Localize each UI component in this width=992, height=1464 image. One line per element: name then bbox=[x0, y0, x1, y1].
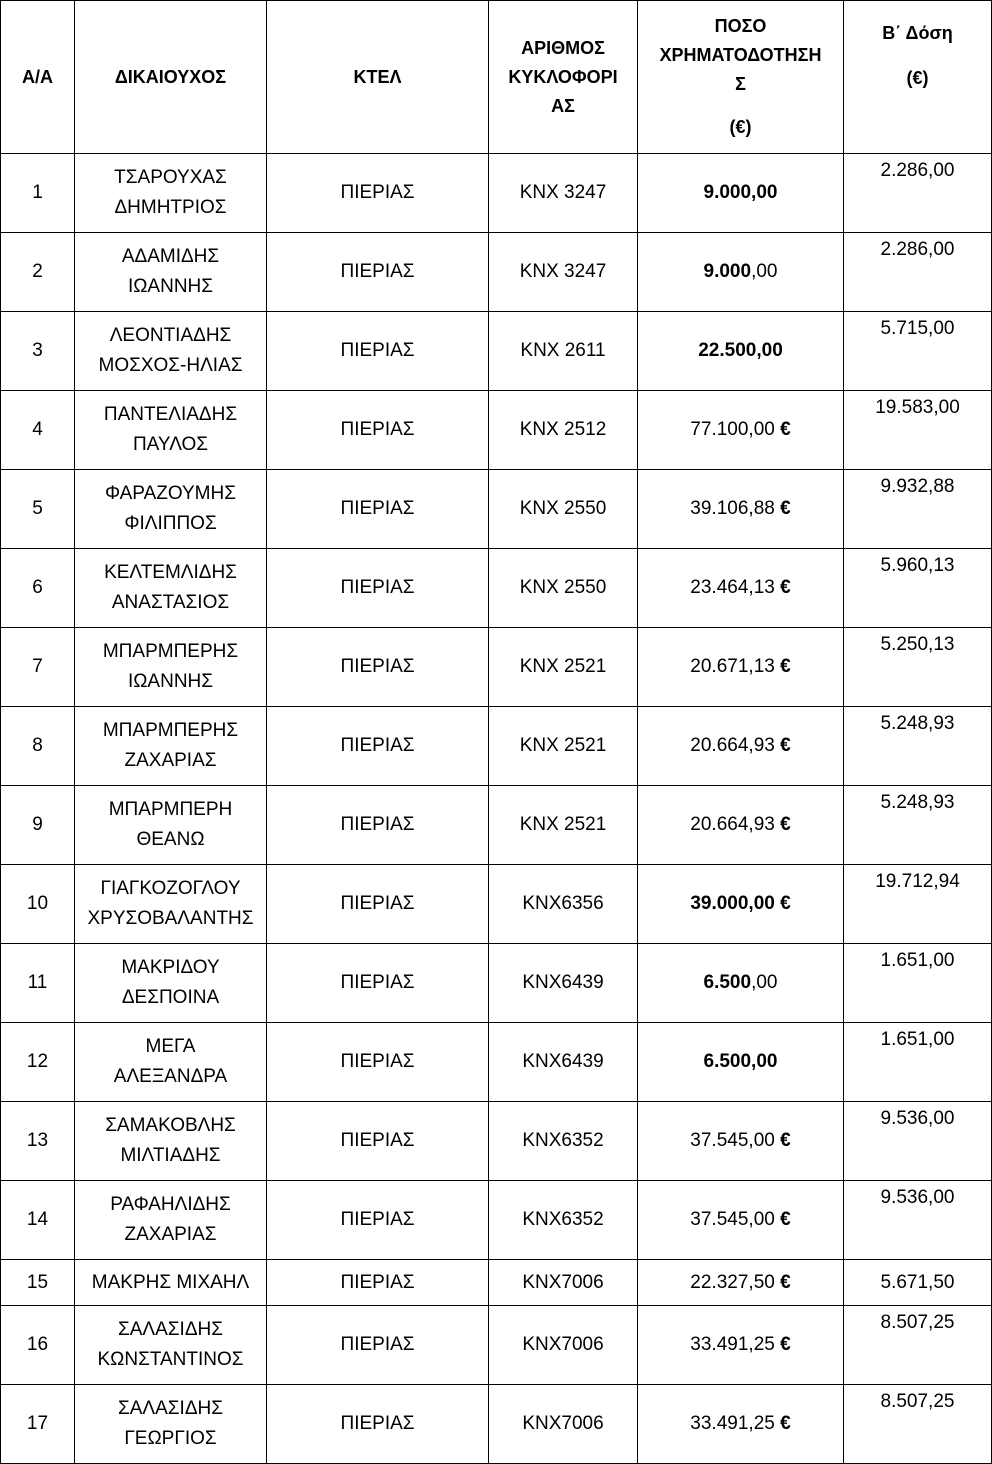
table-row bbox=[1, 1023, 992, 1102]
cell-amount bbox=[638, 233, 844, 312]
header-plate bbox=[489, 1, 638, 154]
beneficiary-name-line: ΣΑΛΑΣΙΔΗΣ bbox=[118, 1319, 223, 1340]
cell-ktel: ΠΙΕΡΙΑΣ bbox=[267, 233, 489, 312]
table-row bbox=[1, 1102, 992, 1181]
cell-beneficiary bbox=[75, 628, 267, 707]
beneficiary-name-line: ΡΑΦΑΗΛΙΔΗΣ bbox=[110, 1194, 231, 1215]
cell-plate: ΚΝΧ 2611 bbox=[489, 312, 638, 391]
cell-b-dose: 5.248,93 bbox=[844, 786, 992, 865]
beneficiary-name-line: ΠΑΝΤΕΛΙΑΔΗΣ bbox=[103, 404, 238, 425]
beneficiary-name-line: ΔΕΣΠΟΙΝΑ bbox=[121, 987, 220, 1008]
beneficiary-name-line: ΧΡΥΣΟΒΑΛΑΝΤΗΣ bbox=[87, 908, 254, 929]
cell-plate: ΚΝΧ7006 bbox=[489, 1260, 638, 1306]
cell-b-dose: 19.712,94 bbox=[844, 865, 992, 944]
header-b-dose-line: (€) bbox=[906, 68, 929, 88]
beneficiary-name-line: ΔΗΜΗΤΡΙΟΣ bbox=[114, 197, 227, 218]
cell-aa: 13 bbox=[1, 1102, 75, 1181]
cell-beneficiary bbox=[75, 470, 267, 549]
table-row bbox=[1, 154, 992, 233]
beneficiary-name-line: ΚΕΛΤΕΜΛΙΔΗΣ bbox=[104, 562, 237, 583]
cell-beneficiary bbox=[75, 1306, 267, 1385]
euro-sign: € bbox=[780, 577, 791, 598]
beneficiary-name-line: ΣΑΛΑΣΙΔΗΣ bbox=[118, 1398, 223, 1419]
cell-aa: 16 bbox=[1, 1306, 75, 1385]
cell-beneficiary bbox=[75, 154, 267, 233]
euro-sign: € bbox=[780, 1130, 791, 1151]
cell-beneficiary bbox=[75, 312, 267, 391]
cell-amount bbox=[638, 470, 844, 549]
header-amount-line: Σ bbox=[735, 74, 746, 94]
cell-plate: ΚΝΧ7006 bbox=[489, 1306, 638, 1385]
table-row bbox=[1, 707, 992, 786]
cell-ktel: ΠΙΕΡΙΑΣ bbox=[267, 1385, 489, 1464]
cell-b-dose: 2.286,00 bbox=[844, 154, 992, 233]
amount-regular-part: 37.545,00 bbox=[690, 1209, 781, 1230]
cell-aa: 12 bbox=[1, 1023, 75, 1102]
cell-b-dose: 8.507,25 bbox=[844, 1385, 992, 1464]
amount-regular-part: ,00 bbox=[751, 972, 778, 993]
euro-sign: € bbox=[780, 498, 791, 519]
cell-beneficiary bbox=[75, 1181, 267, 1260]
header-amount bbox=[638, 1, 844, 154]
beneficiary-name-line: ΜΟΣΧΟΣ-ΗΛΙΑΣ bbox=[98, 355, 243, 376]
beneficiary-name-line: ΓΕΩΡΓΙΟΣ bbox=[124, 1428, 217, 1449]
header-row bbox=[1, 1, 992, 154]
cell-aa: 15 bbox=[1, 1260, 75, 1306]
cell-beneficiary bbox=[75, 1385, 267, 1464]
header-b-dose-line bbox=[846, 48, 989, 64]
header-amount-line: (€) bbox=[729, 117, 752, 137]
header-aa: Α/Α bbox=[1, 1, 75, 154]
table-row bbox=[1, 628, 992, 707]
cell-b-dose: 19.583,00 bbox=[844, 391, 992, 470]
cell-plate: ΚΝΧ 2550 bbox=[489, 549, 638, 628]
beneficiary-name-line: ΦΑΡΑΖΟΥΜΗΣ bbox=[105, 483, 236, 504]
header-plate-line: ΑΣ bbox=[551, 95, 575, 116]
cell-aa: 14 bbox=[1, 1181, 75, 1260]
amount-bold-part: 6.500 bbox=[703, 972, 752, 993]
beneficiary-name-line: ΜΠΑΡΜΠΕΡΗΣ bbox=[102, 641, 239, 662]
cell-b-dose: 9.932,88 bbox=[844, 470, 992, 549]
cell-ktel: ΠΙΕΡΙΑΣ bbox=[267, 1306, 489, 1385]
table-body bbox=[1, 154, 992, 1464]
euro-sign: € bbox=[780, 656, 791, 677]
header-beneficiary: ΔΙΚΑΙΟΥΧΟΣ bbox=[75, 1, 267, 154]
cell-aa: 8 bbox=[1, 707, 75, 786]
table-row bbox=[1, 944, 992, 1023]
cell-ktel: ΠΙΕΡΙΑΣ bbox=[267, 1181, 489, 1260]
cell-plate: ΚΝΧ6356 bbox=[489, 865, 638, 944]
cell-b-dose: 5.715,00 bbox=[844, 312, 992, 391]
amount-regular-part: ,00 bbox=[751, 261, 778, 282]
header-b-dose bbox=[844, 1, 992, 154]
beneficiary-name-line: ΛΕΟΝΤΙΑΔΗΣ bbox=[109, 325, 232, 346]
table-row bbox=[1, 549, 992, 628]
header-plate-line: ΑΡΙΘΜΟΣ bbox=[521, 37, 605, 58]
euro-sign: € bbox=[780, 1271, 791, 1293]
beneficiary-name-line: ΓΙΑΓΚΟΖΟΓΛΟΥ bbox=[100, 878, 241, 899]
cell-beneficiary bbox=[75, 549, 267, 628]
cell-plate: ΚΝΧ 2550 bbox=[489, 470, 638, 549]
beneficiary-name-line: ΖΑΧΑΡΙΑΣ bbox=[124, 750, 217, 771]
amount-regular-part: 20.671,13 bbox=[690, 656, 781, 677]
table-row bbox=[1, 233, 992, 312]
beneficiary-name-line: ΜΠΑΡΜΠΕΡΗ bbox=[108, 799, 233, 820]
table-row bbox=[1, 1181, 992, 1260]
cell-beneficiary bbox=[75, 786, 267, 865]
euro-sign: € bbox=[780, 814, 791, 835]
cell-aa: 7 bbox=[1, 628, 75, 707]
amount-regular-part: 33.491,25 bbox=[690, 1413, 781, 1434]
cell-ktel: ΠΙΕΡΙΑΣ bbox=[267, 154, 489, 233]
cell-plate: ΚΝΧ 3247 bbox=[489, 154, 638, 233]
cell-ktel: ΠΙΕΡΙΑΣ bbox=[267, 786, 489, 865]
cell-ktel: ΠΙΕΡΙΑΣ bbox=[267, 707, 489, 786]
table-row bbox=[1, 312, 992, 391]
amount-regular-part: 33.491,25 bbox=[690, 1334, 781, 1355]
cell-ktel: ΠΙΕΡΙΑΣ bbox=[267, 470, 489, 549]
cell-amount bbox=[638, 154, 844, 233]
beneficiary-name-line: ΜΠΑΡΜΠΕΡΗΣ bbox=[102, 720, 239, 741]
euro-sign: € bbox=[780, 735, 791, 756]
table-row bbox=[1, 391, 992, 470]
cell-b-dose: 9.536,00 bbox=[844, 1181, 992, 1260]
cell-aa: 4 bbox=[1, 391, 75, 470]
cell-ktel: ΠΙΕΡΙΑΣ bbox=[267, 628, 489, 707]
cell-b-dose: 5.248,93 bbox=[844, 707, 992, 786]
header-amount-line: ΠΟΣΟ bbox=[714, 16, 767, 36]
cell-ktel: ΠΙΕΡΙΑΣ bbox=[267, 944, 489, 1023]
amount-bold-part: 9.000,00 bbox=[703, 182, 778, 203]
table-row bbox=[1, 1306, 992, 1385]
beneficiary-name-line: ΑΝΑΣΤΑΣΙΟΣ bbox=[111, 592, 230, 613]
header-amount-line: ΧΡΗΜΑΤΟΔΟΤΗΣΗ bbox=[659, 45, 822, 65]
cell-ktel: ΠΙΕΡΙΑΣ bbox=[267, 865, 489, 944]
cell-b-dose: 2.286,00 bbox=[844, 233, 992, 312]
cell-aa: 2 bbox=[1, 233, 75, 312]
euro-sign: € bbox=[780, 1413, 791, 1434]
cell-amount bbox=[638, 549, 844, 628]
cell-b-dose: 5.250,13 bbox=[844, 628, 992, 707]
cell-amount bbox=[638, 1102, 844, 1181]
cell-plate: ΚΝΧ6439 bbox=[489, 1023, 638, 1102]
header-ktel: ΚΤΕΛ bbox=[267, 1, 489, 154]
amount-regular-part: 22.327,50 bbox=[690, 1271, 781, 1293]
table-row bbox=[1, 786, 992, 865]
cell-b-dose: 8.507,25 bbox=[844, 1306, 992, 1385]
beneficiary-name-line: ΤΣΑΡΟΥΧΑΣ bbox=[114, 167, 227, 188]
beneficiary-name-line: ΑΛΕΞΑΝΔΡΑ bbox=[113, 1066, 228, 1087]
cell-beneficiary bbox=[75, 233, 267, 312]
cell-ktel: ΠΙΕΡΙΑΣ bbox=[267, 1102, 489, 1181]
euro-sign: € bbox=[780, 1334, 791, 1355]
beneficiary-name-line: ΙΩΑΝΝΗΣ bbox=[127, 671, 214, 692]
cell-beneficiary bbox=[75, 1102, 267, 1181]
table-row bbox=[1, 1260, 992, 1306]
cell-plate: ΚΝΧ 2512 bbox=[489, 391, 638, 470]
cell-b-dose: 1.651,00 bbox=[844, 1023, 992, 1102]
euro-sign: € bbox=[780, 1209, 791, 1230]
cell-amount bbox=[638, 391, 844, 470]
cell-amount bbox=[638, 1260, 844, 1306]
cell-amount bbox=[638, 707, 844, 786]
amount-bold-part: 39.000,00 € bbox=[690, 893, 791, 914]
cell-aa: 10 bbox=[1, 865, 75, 944]
amount-regular-part: 37.545,00 bbox=[690, 1130, 781, 1151]
header-b-dose-line: Β΄ Δόση bbox=[882, 23, 953, 43]
cell-amount bbox=[638, 1181, 844, 1260]
cell-b-dose: 5.671,50 bbox=[844, 1260, 992, 1306]
amount-bold-part: 9.000 bbox=[703, 261, 752, 282]
cell-aa: 9 bbox=[1, 786, 75, 865]
cell-plate: ΚΝΧ6439 bbox=[489, 944, 638, 1023]
cell-plate: ΚΝΧ 3247 bbox=[489, 233, 638, 312]
cell-plate: ΚΝΧ 2521 bbox=[489, 707, 638, 786]
amount-regular-part: 39.106,88 bbox=[690, 498, 781, 519]
header-amount-line bbox=[640, 99, 841, 113]
cell-plate: ΚΝΧ6352 bbox=[489, 1102, 638, 1181]
cell-beneficiary bbox=[75, 944, 267, 1023]
amount-bold-part: 6.500,00 bbox=[703, 1051, 778, 1072]
cell-aa: 17 bbox=[1, 1385, 75, 1464]
cell-amount bbox=[638, 312, 844, 391]
header-plate-line: ΚΥΚΛΟΦΟΡΙ bbox=[508, 66, 618, 87]
amount-regular-part: 20.664,93 bbox=[690, 814, 781, 835]
beneficiary-name-line: ΙΩΑΝΝΗΣ bbox=[127, 276, 214, 297]
cell-beneficiary bbox=[75, 1260, 267, 1306]
beneficiary-name-line: ΑΔΑΜΙΔΗΣ bbox=[121, 246, 220, 267]
table-row bbox=[1, 1385, 992, 1464]
cell-aa: 5 bbox=[1, 470, 75, 549]
amount-regular-part: 20.664,93 bbox=[690, 735, 781, 756]
cell-b-dose: 1.651,00 bbox=[844, 944, 992, 1023]
amount-regular-part: 23.464,13 bbox=[690, 577, 781, 598]
cell-ktel: ΠΙΕΡΙΑΣ bbox=[267, 391, 489, 470]
cell-plate: ΚΝΧ 2521 bbox=[489, 628, 638, 707]
cell-ktel: ΠΙΕΡΙΑΣ bbox=[267, 1260, 489, 1306]
beneficiary-name-line: ΠΑΥΛΟΣ bbox=[132, 434, 209, 455]
table-row bbox=[1, 470, 992, 549]
beneficiary-name-line: ΜΑΚΡΙΔΟΥ bbox=[121, 957, 220, 978]
cell-aa: 1 bbox=[1, 154, 75, 233]
beneficiary-name-line: ΜΑΚΡΗΣ ΜΙΧΑΗΛ bbox=[91, 1271, 250, 1293]
beneficiary-name-line: ΚΩΝΣΤΑΝΤΙΝΟΣ bbox=[97, 1349, 244, 1370]
cell-amount bbox=[638, 1385, 844, 1464]
cell-beneficiary bbox=[75, 707, 267, 786]
cell-plate: ΚΝΧ7006 bbox=[489, 1385, 638, 1464]
cell-ktel: ΠΙΕΡΙΑΣ bbox=[267, 1023, 489, 1102]
beneficiary-name-line: ΜΙΛΤΙΑΔΗΣ bbox=[120, 1145, 221, 1166]
cell-ktel: ΠΙΕΡΙΑΣ bbox=[267, 549, 489, 628]
cell-aa: 11 bbox=[1, 944, 75, 1023]
amount-bold-part: 22.500,00 bbox=[698, 340, 783, 361]
cell-amount bbox=[638, 1306, 844, 1385]
beneficiary-name-line: ΖΑΧΑΡΙΑΣ bbox=[124, 1224, 217, 1245]
cell-plate: ΚΝΧ6352 bbox=[489, 1181, 638, 1260]
beneficiary-name-line: ΘΕΑΝΩ bbox=[136, 829, 205, 850]
beneficiary-name-line: ΜΕΓΑ bbox=[145, 1036, 196, 1057]
cell-beneficiary bbox=[75, 1023, 267, 1102]
cell-ktel: ΠΙΕΡΙΑΣ bbox=[267, 312, 489, 391]
cell-amount bbox=[638, 1023, 844, 1102]
cell-amount bbox=[638, 944, 844, 1023]
table-row bbox=[1, 865, 992, 944]
cell-amount bbox=[638, 628, 844, 707]
cell-amount bbox=[638, 865, 844, 944]
cell-aa: 6 bbox=[1, 549, 75, 628]
cell-plate: ΚΝΧ 2521 bbox=[489, 786, 638, 865]
beneficiary-name-line: ΣΑΜΑΚΟΒΛΗΣ bbox=[105, 1115, 236, 1136]
euro-sign: € bbox=[780, 419, 791, 440]
beneficiary-name-line: ΦΙΛΙΠΠΟΣ bbox=[124, 513, 217, 534]
amount-regular-part: 77.100,00 bbox=[690, 419, 781, 440]
cell-b-dose: 9.536,00 bbox=[844, 1102, 992, 1181]
cell-beneficiary bbox=[75, 865, 267, 944]
cell-aa: 3 bbox=[1, 312, 75, 391]
cell-b-dose: 5.960,13 bbox=[844, 549, 992, 628]
cell-beneficiary bbox=[75, 391, 267, 470]
cell-amount bbox=[638, 786, 844, 865]
